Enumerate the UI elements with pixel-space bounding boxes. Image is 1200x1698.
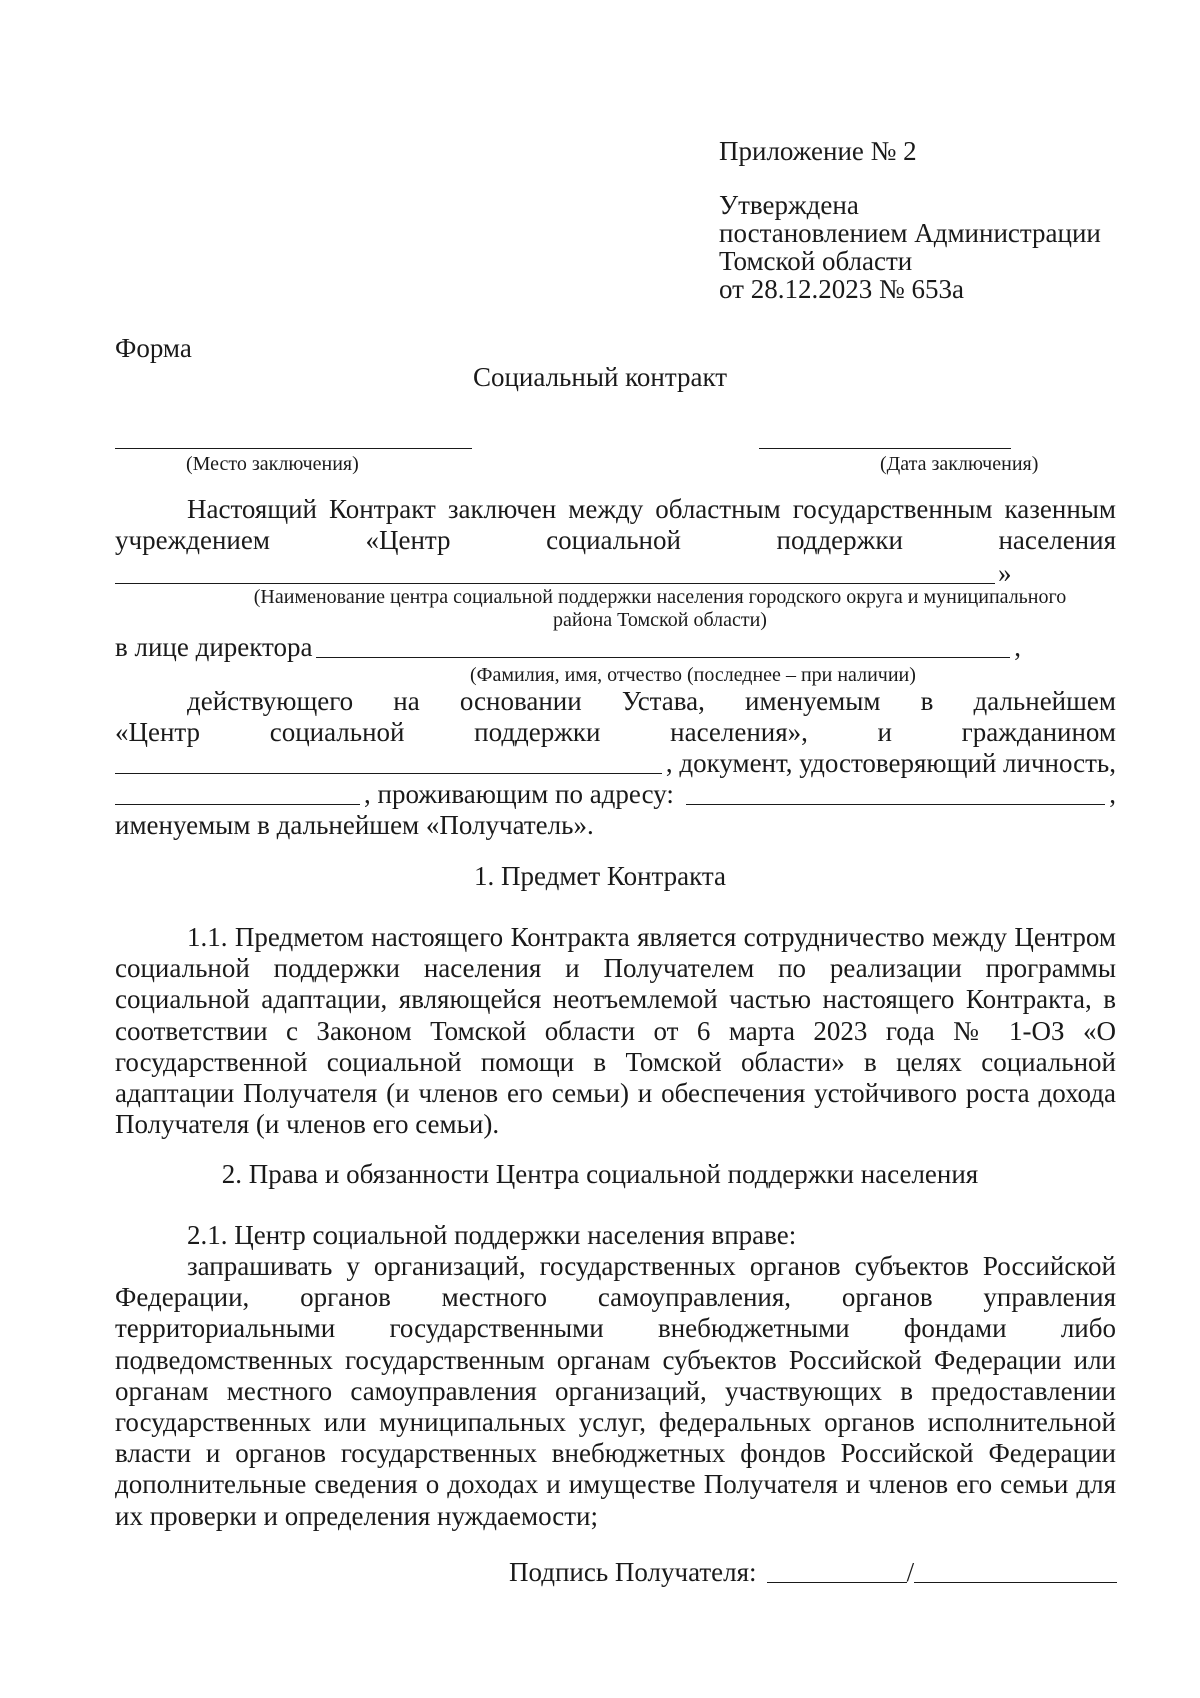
date-caption: (Дата заключения)	[880, 453, 1039, 475]
address-text: , проживающим по адресу:	[364, 779, 674, 809]
section-1-heading: 1. Предмет Контракта	[473, 861, 727, 891]
approved-label: Утверждена	[719, 190, 859, 220]
director-comma: ,	[1014, 632, 1021, 662]
fio-caption: (Фамилия, имя, отчество (последнее – при наличии)	[470, 664, 916, 686]
director-name-blank	[316, 657, 1010, 658]
appendix-number: Приложение № 2	[719, 136, 917, 166]
section-2-1: 2.1. Центр социальной поддержки населения вправе:	[187, 1220, 797, 1250]
address-row	[115, 779, 1116, 810]
director-row	[115, 632, 1021, 663]
form-label: Форма	[115, 333, 192, 363]
center-name-blank-line	[115, 583, 995, 584]
signature-blank	[767, 1582, 907, 1583]
signature-slash: /	[906, 1557, 915, 1587]
document-blank	[115, 804, 360, 805]
document-text: , документ, удостоверяющий личность,	[665, 748, 1116, 778]
director-label: в лице директора	[115, 632, 313, 662]
center-name-caption-2: района Томской области)	[553, 609, 767, 631]
signature-label: Подпись Получателя:	[509, 1557, 757, 1587]
intro-line-1: Настоящий Контракт заключен между областным государственным казенным	[187, 494, 1116, 524]
date-blank-line	[759, 448, 1011, 449]
document-row	[115, 748, 1116, 779]
section-2-heading: 2. Права и обязанности Центра социальной поддержки населения	[221, 1159, 979, 1189]
address-comma: ,	[1109, 779, 1116, 809]
place-blank-line	[115, 448, 472, 449]
signature-row	[509, 1557, 1117, 1588]
signature-decoding-blank	[914, 1582, 1117, 1583]
place-caption: (Место заключения)	[186, 453, 359, 475]
address-blank	[686, 804, 1105, 805]
approved-region: Томской области	[719, 246, 913, 276]
section-2-1-item: запрашивать у организаций, государственных органов субъектов Российской Федерации, органов местного самоуправления, органов управления территориальными государственными внебюджетными фондами либо подведомственных государственным органам субъектов Российской Федерации или органам местного самоуправления организаций, участвующих в предоставлении государственных или муниципальных услуг, федеральных органов исполнительной власти и органов государственных внебюджетных фондов Российской Федерации дополнительные сведения о доходах и имуществе Получателя и членов его семьи для их проверки и определения нуждаемости;	[115, 1251, 1116, 1531]
intro-line-2: учреждением «Центр социальной поддержки населения	[115, 525, 1116, 555]
document-title: Социальный контракт	[472, 362, 728, 392]
acting-line: действующего на основании Устава, именуемым в дальнейшем	[187, 686, 1116, 716]
center-line: «Центр социальной поддержки населения», и гражданином	[115, 717, 1116, 747]
approved-by: постановлением Администрации	[719, 218, 1101, 248]
approved-date: от 28.12.2023 № 653а	[719, 274, 964, 304]
center-name-caption-1: (Наименование центра социальной поддержки населения городского округа и муниципального	[253, 586, 1067, 608]
section-1-paragraph: 1.1. Предметом настоящего Контракта является сотрудничество между Центром социальной поддержки населения и Получателем по реализации программы социальной адаптации, являющейся неотъемлемой частью настоящего Контракта, в соответствии с Законом Томской области от 6 марта 2023 года № 1-ОЗ «О государственной социальной помощи в Томской области» в целях социальной адаптации Получателя (и членов его семьи) и обеспечения устойчивого роста дохода Получателя (и членов его семьи).	[115, 922, 1116, 1140]
citizen-name-blank	[115, 773, 662, 774]
quote-close: »	[998, 558, 1012, 588]
recipient-line: именуемым в дальнейшем «Получатель».	[115, 810, 594, 840]
